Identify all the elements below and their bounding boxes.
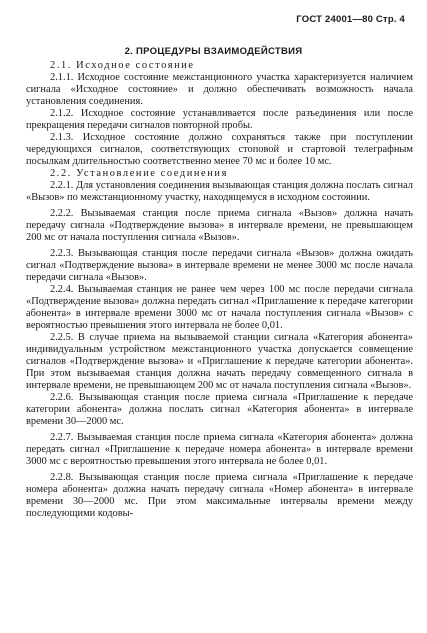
paragraph: 2.1.2. Исходное состояние устанавливается после разъединения или после прекращения передачи сигналов повторной пробы. xyxy=(26,108,413,131)
subsection-heading: 2.1. Исходное состояние xyxy=(50,60,195,71)
paragraph: 2.2.7. Вызываемая станция после приема сигнала «Категория абонента» должна передать сигнал «Приглашение к передаче номера абонента» в интервале времени 3000 мс с вероятностью превышения этого интервала не более 0,01. xyxy=(26,432,413,467)
paragraph: 2.2.2. Вызываемая станция после приема сигнала «Вызов» должна начать передачу сигнала «Подтверждение вызова» в интервале времени, не превышающем 200 мс от начала поступления сигнала «Вызов». xyxy=(26,208,413,243)
paragraph: 2.2.6. Вызывающая станция после приема сигнала «Приглашение к передаче категории абонента» должна послать сигнал «Категория абонента» в интервале времени 30—2000 мс. xyxy=(26,392,413,427)
paragraph: 2.2.4. Вызываемая станция не ранее чем через 100 мс после передачи сигнала «Подтверждение вызова» должна передать сигнал «Приглашение к передаче категории абонента» в интервале времени 3000 мс от начала поступления сигнала «Вызов» с вероятностью превышения этого интервала не более 0,01. xyxy=(26,284,413,331)
section-title: 2. ПРОЦЕДУРЫ ВЗАИМОДЕЙСТВИЯ xyxy=(124,46,303,57)
paragraph: 2.2.5. В случае приема на вызываемой станции сигнала «Категория абонента» индивидуальным устройством межстанционного участка допускается совмещение сигналов «Подтверждение вызова» и «Приглашение к передаче категории абонента». При этом вызываемая станция должна начать передачу совмещенного сигнала в интервале времени, не превышающем 200 мс от начала поступления сигнала «Вызов». xyxy=(26,332,413,391)
paragraph: 2.2.1. Для установления соединения вызывающая станция должна послать сигнал «Вызов» по межстанционному участку, находящемуся в исходном состоянии. xyxy=(26,180,413,203)
subsection-heading: 2.2. Установление соединения xyxy=(50,168,228,179)
paragraph: 2.1.1. Исходное состояние межстанционного участка характеризуется наличием сигнала «Исходное состояние» и должно обеспечивать возможность начала установления соединения. xyxy=(26,72,413,107)
document-body xyxy=(26,60,413,520)
paragraph: 2.1.3. Исходное состояние должно сохраняться также при поступлении чередующихся сигналов, соответствующих стоповой и стартовой телеграфным посылкам длительностью соответственно менее 70 мс и более 10 мс. xyxy=(26,132,413,167)
paragraph: 2.2.8. Вызывающая станция после приема сигнала «Приглашение к передаче номера абонента» должна начать передачу сигнала «Номер абонента» в интервале времени 30—2000 мс. При этом максимальные интервалы времени между последующими кодовы- xyxy=(26,472,413,519)
page-header: ГОСТ 24001—80 Стр. 4 xyxy=(296,14,405,25)
paragraph: 2.2.3. Вызывающая станция после передачи сигнала «Вызов» должна ожидать сигнал «Подтверждение вызова» в интервале времени не менее 3000 мс после начала передачи сигнала «Вызов». xyxy=(26,248,413,283)
